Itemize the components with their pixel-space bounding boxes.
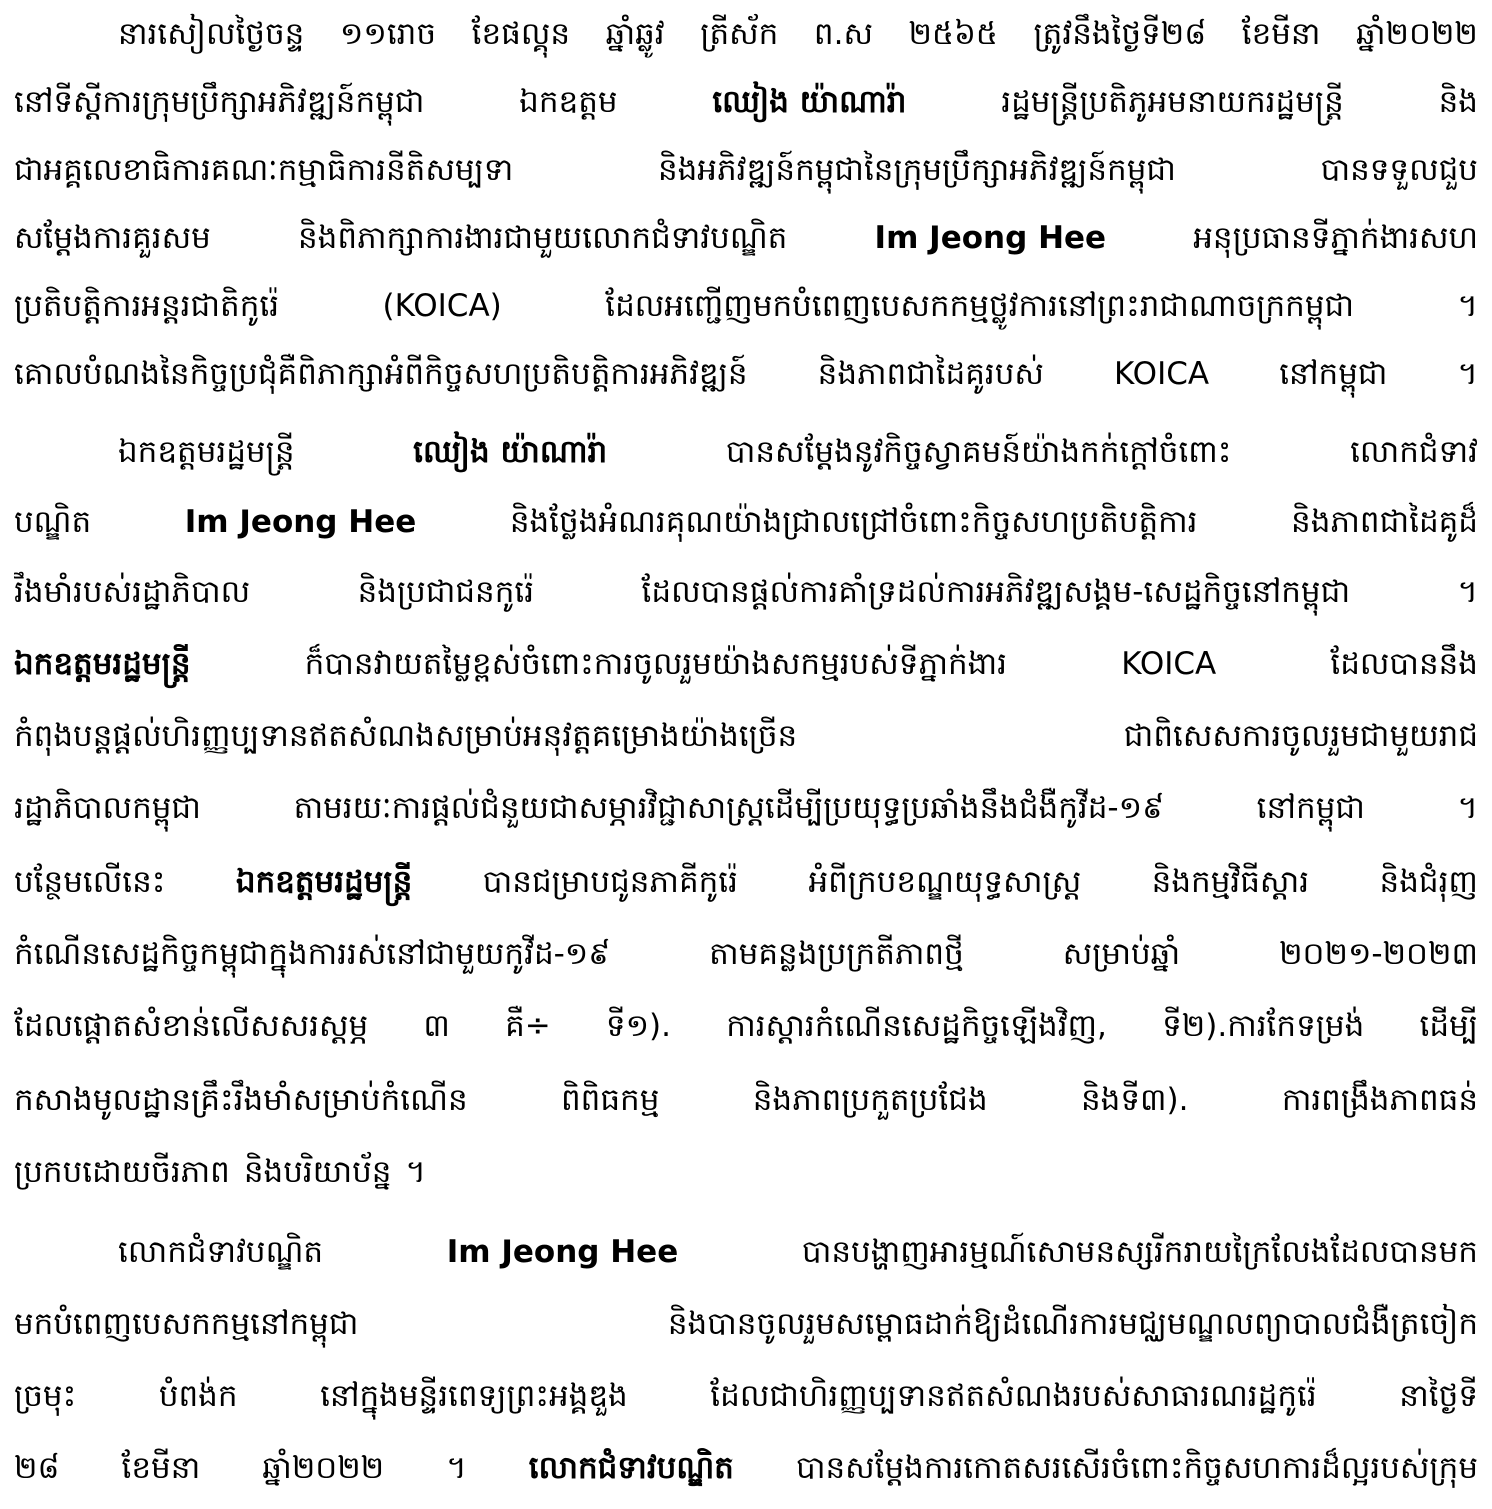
text-line	[118, 420, 1478, 484]
text-segment: ខែផល្គុន	[471, 16, 571, 52]
text-line	[14, 1364, 1478, 1428]
text-segment: ទី១).	[605, 1008, 672, 1044]
text-segment: ដែលបាននឹង	[1330, 646, 1478, 682]
text-segment: នៅកម្ពុជា	[1279, 356, 1388, 392]
text-segment: ដែលបានផ្ដល់ការគាំទ្រដល់ការអភិវឌ្ឍសង្គម-សេដ្ឋកិច្ចនៅកម្ពុជា	[641, 574, 1351, 610]
text-segment: ការពង្រឹងភាពធន់	[1281, 1082, 1478, 1118]
text-segment: និងភាពជាដៃគូដ៏	[1291, 504, 1478, 540]
text-segment: ។	[446, 1450, 467, 1486]
text-segment: និងភាពប្រកួតប្រជែង	[752, 1082, 988, 1118]
text-segment: សម្រាប់ឆ្នាំ	[1062, 936, 1181, 972]
text-segment: នារសៀលថ្ងៃចន្ទ	[118, 16, 305, 52]
bold-name: ឈៀង យ៉ាណារ៉ា	[712, 84, 907, 120]
text-segment: ខែមីនា	[1241, 16, 1321, 52]
text-segment: រដ្ឋមន្ត្រីប្រតិភូអមនាយករដ្ឋមន្ត្រី	[1001, 84, 1344, 120]
text-line	[118, 1220, 1478, 1284]
text-segment: និងពិភាក្សាការងារជាមួយលោកជំទាវបណ្ឌិត	[297, 220, 788, 256]
bold-name: Im Jeong Hee	[446, 1234, 679, 1270]
text-segment: ជាពិសេសការចូលរួមជាមួយរាជ	[1123, 718, 1478, 754]
text-segment: នៅកម្ពុជា	[1256, 790, 1365, 826]
text-segment: នាថ្ងៃទី	[1399, 1378, 1478, 1414]
text-segment: បានទទួលជួប	[1320, 152, 1478, 188]
text-segment: ដើម្បី	[1419, 1008, 1478, 1044]
text-segment: កសាងមូលដ្ឋានគ្រឹះរឹងមាំសម្រាប់កំណើន	[14, 1082, 468, 1118]
text-segment: កំណើនសេដ្ឋកិច្ចកម្ពុជាក្នុងការរស់នៅជាមួយកូវីដ-១៩	[14, 936, 611, 972]
text-segment: ច្រមុះ	[14, 1378, 77, 1414]
text-segment: ឆ្នាំឆ្លូវ	[605, 16, 665, 52]
text-segment: ឯកឧត្តម	[519, 84, 618, 120]
bold-name: Im Jeong Hee	[874, 220, 1107, 256]
text-segment: សម្ដែងការគួរសម	[14, 220, 211, 256]
text-segment: និងបរិយាប័ន្ន	[243, 1154, 392, 1190]
text-segment: និងប្រជាជនកូរ៉េ	[357, 574, 535, 610]
text-segment: KOICA	[1121, 646, 1217, 682]
text-segment: បានសម្ដែងការកោតសរសើរចំពោះកិច្ចសហការដ៏ល្អរបស់ក្រុម	[795, 1450, 1478, 1486]
text-segment: បានសម្ដែងនូវកិច្ចស្វាគមន៍យ៉ាងកក់ក្ដៅចំពោះ	[725, 434, 1232, 470]
text-line	[14, 490, 1478, 554]
text-line	[14, 1068, 1478, 1132]
text-segment: KOICA	[1114, 356, 1210, 392]
text-segment: តាមរយៈការផ្ដល់ជំនួយជាសម្ភារវិជ្ជាសាស្រ្តដើម្បីប្រយុទ្ធប្រឆាំងនឹងជំងឺកូវីដ-១៩	[293, 790, 1165, 826]
text-segment: ឆ្នាំ២០២២	[262, 1450, 385, 1486]
text-segment: ។	[1457, 790, 1478, 826]
text-segment: មកបំពេញបេសកកម្មនៅកម្ពុជា	[14, 1306, 359, 1342]
text-segment: នៅក្នុងមន្ទីរពេទ្យព្រះអង្គឌួង	[320, 1378, 628, 1414]
bold-name: ឈៀង យ៉ាណារ៉ា	[413, 434, 608, 470]
text-segment: ប្រតិបត្តិការអន្តរជាតិកូរ៉េ	[14, 288, 280, 324]
text-line	[14, 138, 1478, 202]
bold-title: ឯកឧត្តមរដ្ឋមន្ត្រី	[14, 646, 191, 682]
text-line	[118, 2, 1478, 66]
text-segment: អំពីក្របខណ្ឌយុទ្ធសាស្រ្ត	[808, 864, 1082, 900]
text-line	[14, 1140, 1478, 1204]
text-segment: បានជម្រាបជូនភាគីកូរ៉េ	[482, 864, 738, 900]
text-segment: ២៥៦៥	[908, 16, 998, 52]
text-segment: និងថ្លែងអំណរគុណយ៉ាងជ្រាលជ្រៅចំពោះកិច្ចសហប្រតិបត្តិការ	[509, 504, 1198, 540]
text-segment: ឆ្នាំ២០២២	[1356, 16, 1478, 52]
text-segment: រឹងមាំរបស់រដ្ឋាភិបាល	[14, 574, 251, 610]
text-line	[14, 850, 1478, 914]
text-line	[14, 922, 1478, 986]
text-segment: ត្រីស័ក	[700, 16, 779, 52]
text-line	[14, 1292, 1478, 1356]
text-line	[14, 632, 1478, 696]
text-segment: គោលបំណងនៃកិច្ចប្រជុំគឺពិភាក្សាអំពីកិច្ចសហប្រតិបត្តិការអភិវឌ្ឍន៍	[14, 356, 748, 392]
text-line	[14, 1436, 1478, 1500]
text-segment: ក៏បានវាយតម្លៃខ្ពស់ចំពោះការចូលរួមយ៉ាងសកម្មរបស់ទីភ្នាក់ងារ	[304, 646, 1008, 682]
text-segment: តាមគន្លងប្រក្រតីភាពថ្មី	[709, 936, 964, 972]
text-segment: ឯកឧត្តមរដ្ឋមន្ត្រី	[118, 434, 295, 470]
text-segment: និងកម្មវិធីស្ដារ	[1151, 864, 1310, 900]
bold-title: លោកជំទាវបណ្ឌិត	[528, 1450, 734, 1486]
text-segment: ពិពិធកម្ម	[561, 1082, 660, 1118]
text-segment: ព.ស	[813, 16, 873, 52]
text-line	[14, 560, 1478, 624]
text-segment: ។	[1457, 356, 1478, 392]
text-segment: បន្ថែមលើនេះ	[14, 864, 166, 900]
text-line	[14, 704, 1478, 768]
text-segment: លោកជំទាវបណ្ឌិត	[118, 1234, 324, 1270]
text-segment: បំពង់ក	[158, 1378, 238, 1414]
text-line	[14, 342, 1478, 406]
text-segment: ដែលអញ្ជើញមកបំពេញបេសកកម្មថ្លូវការនៅព្រះរាជាណាចក្រកម្ពុជា	[605, 288, 1355, 324]
text-segment: ។	[1457, 574, 1478, 610]
text-segment: និងភាពជាដៃគូរបស់	[817, 356, 1044, 392]
text-segment: (KOICA)	[382, 288, 502, 324]
text-segment: ។	[1457, 288, 1478, 324]
text-line	[14, 994, 1478, 1058]
text-segment: និងអភិវឌ្ឍន៍កម្ពុជានៃក្រុមប្រឹក្សាអភិវឌ្ឍន៍កម្ពុជា	[657, 152, 1176, 188]
text-line	[14, 776, 1478, 840]
bold-name: Im Jeong Hee	[184, 504, 417, 540]
text-segment: ២៨	[14, 1450, 60, 1486]
text-segment: ។	[405, 1154, 426, 1190]
text-segment: បណ្ឌិត	[14, 504, 92, 540]
text-segment: ការស្ដារកំណើនសេដ្ឋកិច្ចឡើងវិញ,	[726, 1008, 1107, 1044]
text-line	[14, 206, 1478, 270]
text-segment: ជាអគ្គលេខាធិការគណៈកម្មាធិការនីតិសម្បទា	[14, 152, 514, 188]
text-segment: ទី២).ការកែទម្រង់	[1162, 1008, 1365, 1044]
text-segment: និង	[1438, 84, 1478, 120]
text-segment: ខែមីនា	[121, 1450, 201, 1486]
text-segment: គឺ÷	[505, 1008, 551, 1044]
text-segment: ដែលផ្ដោតសំខាន់លើសសរស្ដម្ភ	[14, 1008, 369, 1044]
text-segment: អនុប្រធានទីភ្នាក់ងារសហ	[1193, 220, 1478, 256]
text-segment: លោកជំទាវ	[1350, 434, 1478, 470]
text-segment: រដ្ឋាភិបាលកម្ពុជា	[14, 790, 201, 826]
text-segment: ១១រោច	[339, 16, 437, 52]
text-segment: កំពុងបន្តផ្ដល់ហិរញ្ញប្បទានឥតសំណងសម្រាប់អនុវត្តគម្រោងយ៉ាងច្រើន	[14, 718, 798, 754]
text-segment: និងទី៣).	[1081, 1082, 1189, 1118]
text-segment: នៅទីស្តីការក្រុមប្រឹក្សាអភិវឌ្ឍន៍កម្ពុជា	[14, 84, 425, 120]
text-segment: និងបានចូលរួមសម្ពោធដាក់ឱ្យដំណើរការមជ្ឈមណ្ឌលព្យាបាលជំងឺត្រចៀក	[667, 1306, 1478, 1342]
text-line	[14, 70, 1478, 134]
text-segment: ប្រកបដោយចីរភាព	[14, 1154, 230, 1190]
text-segment: ៣	[423, 1008, 450, 1044]
text-segment: ដែលជាហិរញ្ញប្បទានឥតសំណងរបស់សាធារណរដ្ឋកូរ៉េ	[710, 1378, 1317, 1414]
bold-title: ឯកឧត្តមរដ្ឋមន្ត្រី	[235, 864, 413, 900]
text-segment: ត្រូវនឹងថ្ងៃទី២៨	[1033, 16, 1207, 52]
text-line	[14, 274, 1478, 338]
text-segment: បានបង្ហាញអារម្មណ៍សោមនស្សរីករាយក្រៃលែងដែលបានមក	[801, 1234, 1478, 1270]
text-segment: និងជំរុញ	[1379, 864, 1478, 900]
text-segment: ២០២១-២០២៣	[1279, 936, 1478, 972]
